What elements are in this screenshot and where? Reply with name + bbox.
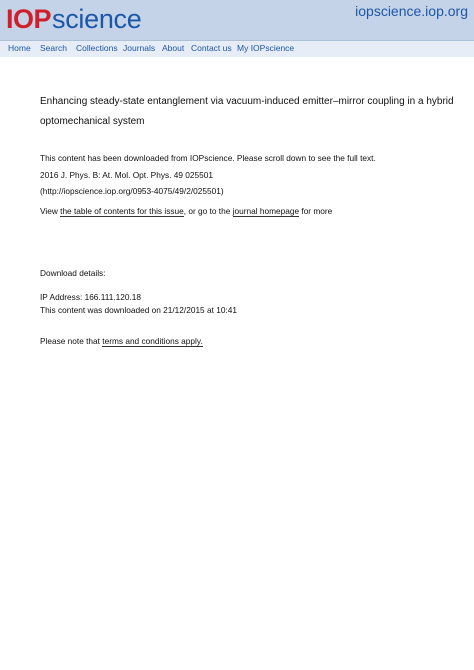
terms-link[interactable]: terms and conditions apply.: [102, 336, 203, 346]
nav-journals[interactable]: Journals: [123, 43, 156, 53]
nav-my-iopscience[interactable]: My IOPscience: [237, 43, 295, 53]
downloaded-notice: This content has been downloaded from IOPscience. Please scroll down to see the full text.: [40, 153, 376, 163]
terms-note: [40, 336, 203, 346]
downloaded-on: This content was downloaded on 21/12/2015 at 10:41: [40, 305, 237, 315]
logo-science-text: science: [52, 4, 142, 34]
terms-prefix: Please note that: [40, 336, 103, 346]
toc-link[interactable]: the table of contents for this issue: [60, 206, 184, 216]
journal-homepage-link[interactable]: journal homepage: [232, 206, 300, 216]
view-suffix: for more: [299, 206, 333, 216]
view-middle: , or go to the: [183, 206, 233, 216]
nav-search[interactable]: Search: [40, 43, 67, 53]
nav-about[interactable]: About: [162, 43, 185, 53]
article-url: (http://iopscience.iop.org/0953-4075/49/2/025501): [40, 186, 224, 196]
ip-address: IP Address: 166.111.120.18: [40, 292, 142, 302]
iopscience-logo[interactable]: [6, 3, 141, 33]
nav-home[interactable]: Home: [8, 43, 31, 53]
logo-iop-text: IOP: [6, 4, 52, 34]
article-title: [40, 92, 460, 132]
site-url-link[interactable]: iopscience.iop.org: [355, 3, 468, 19]
download-details-heading: Download details:: [40, 268, 106, 278]
nav-bar: [0, 41, 474, 57]
view-more-line: [40, 206, 332, 216]
nav-collections[interactable]: Collections: [76, 43, 118, 53]
view-prefix: View: [40, 206, 61, 216]
citation: 2016 J. Phys. B: At. Mol. Opt. Phys. 49 025501: [40, 170, 213, 180]
nav-contact-us[interactable]: Contact us: [191, 43, 232, 53]
site-header: [0, 0, 474, 41]
article-title-line-2: optomechanical system: [40, 116, 145, 127]
article-title-line-1: Enhancing steady-state entanglement via vacuum-induced emitter–mirror coupling in a hybrid: [40, 96, 454, 107]
